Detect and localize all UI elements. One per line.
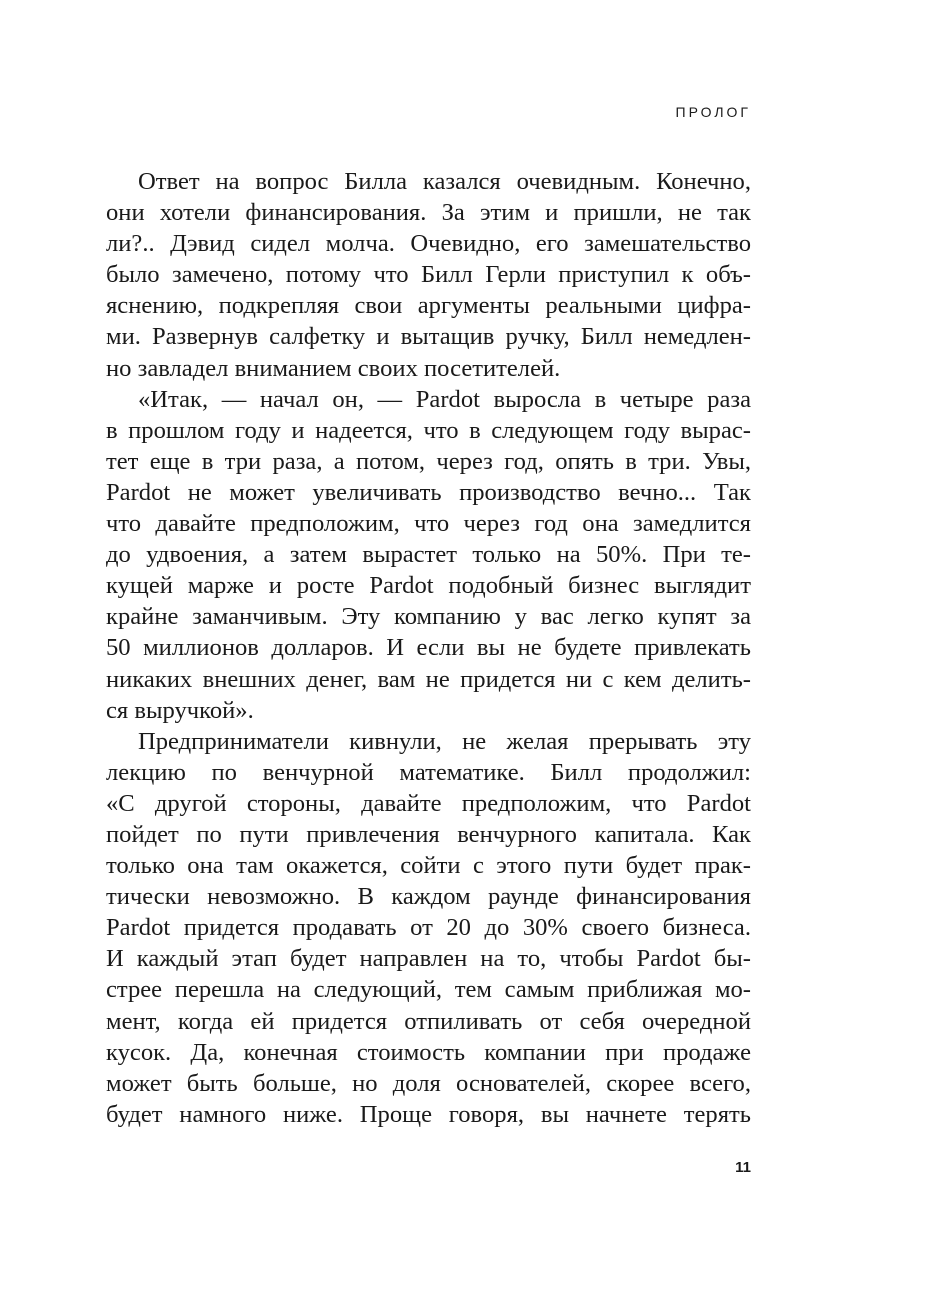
text-line: они хотели финансирования. За этим и пришли, не так xyxy=(106,199,751,227)
text-line: Pardot не может увеличивать производство вечно... Так xyxy=(106,478,751,506)
text-line: ми. Развернув салфетку и вытащив ручку, Билл немедлен- xyxy=(106,323,751,351)
text-line: тически невозможно. В каждом раунде финансирования xyxy=(106,883,751,911)
text-line: может быть больше, но доля основателей, скорее всего, xyxy=(106,1069,751,1097)
text-line: будет намного ниже. Проще говоря, вы начнете терять xyxy=(106,1100,751,1128)
paragraph-2 xyxy=(106,384,751,726)
text-line: «С другой стороны, давайте предположим, что Pardot xyxy=(106,789,751,817)
text-line: в прошлом году и надеется, что в следующем году вырас- xyxy=(106,416,751,444)
text-line: яснению, подкрепляя свои аргументы реальными цифра- xyxy=(106,292,751,320)
text-line: тет еще в три раза, а потом, через год, опять в три. Увы, xyxy=(106,447,751,475)
text-line: «Итак, — начал он, — Pardot выросла в четыре раза xyxy=(138,385,751,413)
running-head: ПРОЛОГ xyxy=(675,104,751,120)
text-line: но завладел вниманием своих посетителей. xyxy=(106,354,561,382)
text-line: ся выручкой». xyxy=(106,696,254,724)
text-line: кущей марже и росте Pardot подобный бизнес выглядит xyxy=(106,572,751,600)
text-line: крайне заманчивым. Эту компанию у вас легко купят за xyxy=(106,603,751,631)
text-line: И каждый этап будет направлен на то, чтобы Pardot бы- xyxy=(106,945,751,973)
text-line: кусок. Да, конечная стоимость компании при продаже xyxy=(106,1038,751,1066)
body-text xyxy=(106,166,751,1130)
text-line: никаких внешних денег, вам не придется ни с кем делить- xyxy=(106,665,751,693)
page-number: 11 xyxy=(735,1159,751,1176)
text-line: Предприниматели кивнули, не желая прерывать эту xyxy=(138,727,751,755)
text-line: лекцию по венчурной математике. Билл продолжил: xyxy=(106,758,751,786)
text-line: только она там окажется, сойти с этого пути будет прак- xyxy=(106,852,751,880)
text-line: Pardot придется продавать от 20 до 30% своего бизнеса. xyxy=(106,914,751,942)
paragraph-1 xyxy=(106,166,751,384)
text-line: Ответ на вопрос Билла казался очевидным. Конечно, xyxy=(138,168,751,195)
text-line: до удвоения, а затем вырастет только на 50%. При те- xyxy=(106,541,751,569)
text-line: стрее перешла на следующий, тем самым приближая мо- xyxy=(106,976,751,1004)
text-line: ли?.. Дэвид сидел молча. Очевидно, его замешательство xyxy=(106,230,751,258)
text-line: было замечено, потому что Билл Герли приступил к объ- xyxy=(106,261,751,289)
text-line: пойдет по пути привлечения венчурного капитала. Как xyxy=(106,820,751,848)
text-line: 50 миллионов долларов. И если вы не будете привлекать xyxy=(106,634,751,662)
text-line: что давайте предположим, что через год она замедлится xyxy=(106,510,751,538)
text-line: мент, когда ей придется отпиливать от себя очередной xyxy=(106,1007,751,1035)
paragraph-3 xyxy=(106,726,751,1130)
